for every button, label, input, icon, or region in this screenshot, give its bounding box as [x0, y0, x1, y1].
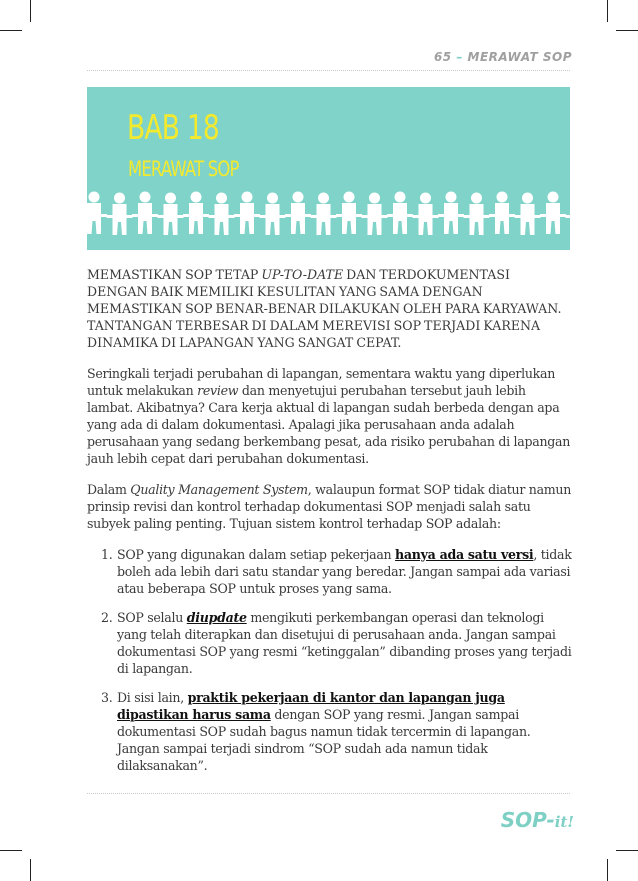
list-item [87, 546, 572, 597]
running-header [434, 50, 572, 64]
chapter-banner [87, 87, 570, 250]
paper-people-icon [87, 190, 570, 238]
lead-text: DAN TERDOKUMENTASI DENGAN BAIK MEMILIKI KESULITAN YANG SAMA DENGAN MEMASTIKAN SOP BENAR-BENAR DILAKUKAN OLEH PARA KARYAWAN. TANTANGAN TERBESAR DI DALAM MEREVISI SOP TERJADI KARENA DINAMIKA DI LAPANGAN YANG SANGAT CEPAT. [87, 267, 562, 350]
lead-text: MEMASTIKAN SOP TETAP [87, 267, 262, 282]
paragraph-text: , walaupun format SOP tidak diatur namun prinsip revisi dan kontrol terhadap dokumentasi SOP menjadi salah satu subyek paling penting. Tujuan sistem kontrol terhadap SOP adalah: [87, 482, 572, 531]
running-title: MERAWAT SOP [467, 50, 572, 64]
logo-it: it! [554, 813, 574, 831]
crop-mark [30, 0, 31, 22]
crop-mark [0, 30, 22, 31]
header-divider [87, 70, 570, 71]
paragraph [87, 481, 572, 532]
list-text: SOP selalu [117, 610, 187, 625]
list-number: 2. [101, 610, 113, 625]
page-number: 65 [433, 50, 452, 64]
crop-mark [616, 30, 638, 31]
chapter-number: BAB 18 [127, 108, 220, 148]
list-highlight: praktik pekerjaan di kantor dan lapangan juga dipastikan harus sama [117, 690, 505, 722]
list-item [87, 609, 572, 677]
crop-mark [616, 850, 638, 851]
list-text: mengikuti perkembangan operasi dan teknologi yang telah diterapkan dan disetujui di perusahaan anda. Jangan sampai dokumentasi SOP yang resmi “ketinggalan” dibanding proses yang terjadi di lapangan. [117, 610, 572, 676]
list-number: 3. [101, 690, 113, 705]
list-text: SOP yang digunakan dalam setiap pekerjaan [117, 547, 396, 562]
lead-paragraph [87, 266, 572, 351]
list-item [87, 689, 572, 774]
list-highlight: hanya ada satu versi [395, 547, 534, 562]
list-text: , tidak boleh ada lebih dari satu standar yang beredar. Jangan sampai ada variasi atau beberapa SOP untuk proses yang sama. [117, 547, 572, 596]
crop-mark [30, 859, 31, 881]
list-number: 1. [101, 547, 113, 562]
paragraph-text: Seringkali terjadi perubahan di lapangan, sementara waktu yang diperlukan untuk melakukan [87, 366, 556, 398]
crop-mark [607, 0, 608, 22]
paragraph-text: Dalam [87, 482, 131, 497]
objectives-list [87, 546, 572, 774]
list-text: Di sisi lain, [117, 690, 188, 705]
logo-main: SOP- [500, 808, 555, 832]
paragraph [87, 365, 572, 467]
footer-divider [87, 793, 570, 794]
paragraph-emphasis: review [197, 383, 239, 398]
chapter-title: MERAWAT SOP [128, 157, 239, 181]
crop-mark [607, 859, 608, 881]
paragraph-emphasis: Quality Management System [130, 482, 308, 497]
crop-mark [0, 850, 22, 851]
header-dash: – [456, 50, 463, 64]
sop-it-logo [501, 808, 574, 832]
lead-emphasis: UP-TO-DATE [261, 267, 344, 282]
paragraph-text: dan menyetujui perubahan tersebut jauh lebih lambat. Akibatnya? Cara kerja aktual di lapangan sudah berbeda dengan apa yang ada di dalam dokumentasi. Apalagi jika perusahaan anda adalah perusahaan yang sedang berkembang pesat, ada risiko perubahan di lapangan jauh lebih cepat dari perubahan dokumentasi. [87, 383, 571, 466]
chapter-content [87, 266, 572, 786]
list-text: dengan SOP yang resmi. Jangan sampai dokumentasi SOP sudah bagus namun tidak tercermin di lapangan. Jangan sampai terjadi sindrom “SOP sudah ada namun tidak dilaksanakan”. [117, 707, 531, 773]
list-highlight: diupdate [186, 610, 247, 625]
